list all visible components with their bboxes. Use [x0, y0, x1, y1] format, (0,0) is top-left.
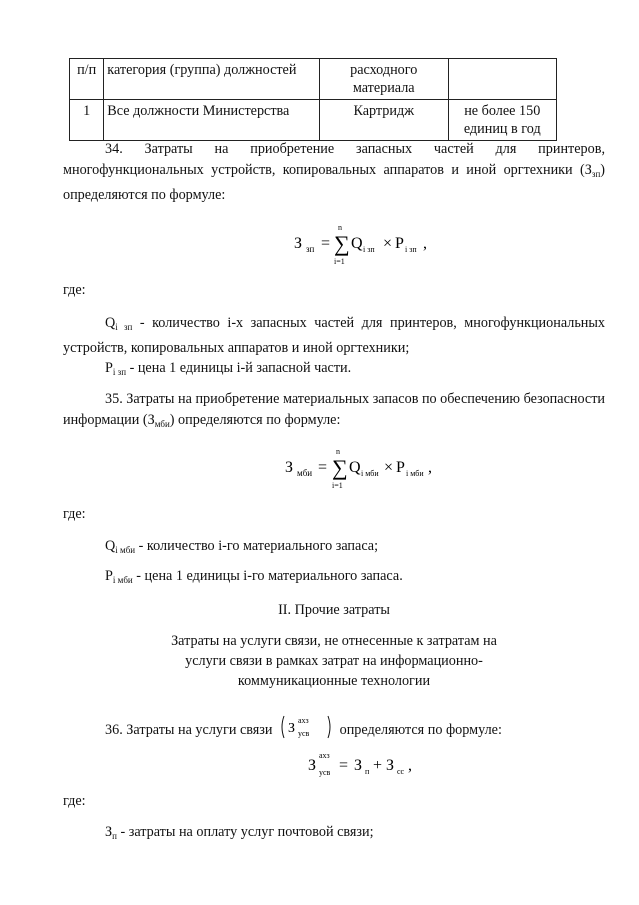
definition-p-mbi: $P_{i мби}$ - цена 1 единицы i-го материального запаса. [105, 568, 403, 585]
section-36-paragraph: 36. Затраты на услуги связи З ахз усв определяются по формуле: [105, 712, 605, 749]
formula-sum-sign: ∑ [332, 455, 348, 480]
formula-sum-top: n [338, 223, 342, 232]
formula-p: P [395, 235, 404, 252]
formula-p-sub: i зп [405, 245, 417, 254]
section-34-paragraph: 34. Затраты на приобретение запасных частей для принтеров, многофункциональных устройств, копировальных аппаратов и иной оргтехники $(З_{зп})$ определяются по формуле: [63, 141, 605, 203]
formula-lhs: З [308, 757, 317, 774]
formula-lhs-sub: усв [319, 768, 331, 777]
formula-lhs-sub: мби [297, 468, 313, 478]
formula-q: Q [349, 459, 361, 476]
formula-eq: = [318, 459, 328, 476]
inline-formula-zusv [278, 712, 334, 749]
left-paren [282, 716, 284, 738]
formula-36 [306, 748, 416, 787]
formula-34-svg [292, 222, 432, 268]
formula-q-sub: i зп [363, 245, 375, 254]
formula-sum-bottom: i=1 [334, 257, 345, 266]
formula-plus: + [373, 757, 383, 774]
formula-36-svg [306, 748, 416, 782]
where-label: где: [63, 282, 86, 298]
formula-term1-sub: п [365, 767, 370, 776]
formula-times: × [383, 235, 393, 252]
table-header-cell: категория (группа) должностей [104, 59, 320, 100]
formula-35 [283, 446, 443, 497]
formula-times: × [384, 459, 394, 476]
formula-q-sub: i мби [361, 469, 379, 478]
inline-sub: усв [298, 729, 310, 738]
formula-term1: З [354, 757, 363, 774]
chapter-heading: II. Прочие затраты [278, 602, 390, 618]
formula-34 [292, 222, 432, 273]
formula-q: Q [351, 235, 363, 252]
right-paren [328, 716, 330, 738]
formula-eq: = [339, 757, 349, 774]
materials-table [69, 58, 557, 141]
formula-sum-sign: ∑ [334, 231, 350, 256]
formula-35-svg [283, 446, 443, 492]
formula-lhs-sup: ахз [319, 751, 330, 760]
table-header-row [70, 59, 557, 100]
chapter-subheading: Затраты на услуги связи, не отнесенные к затратам на услуги связи в рамках затрат на информационно-коммуникационные технологии [171, 633, 497, 689]
where-label: где: [63, 506, 86, 522]
inline-sym: З [288, 721, 296, 736]
inline-formula-svg [278, 712, 334, 742]
table-header-cell: расходного материала [319, 59, 448, 100]
table-cell-num: 1 [70, 100, 104, 141]
formula-term2-sub: сс [397, 767, 405, 776]
where-label: где: [63, 793, 86, 809]
formula-term2: З [386, 757, 395, 774]
table-cell-material: Картридж [319, 100, 448, 141]
formula-lhs: З [294, 235, 303, 252]
table-cell-category: Все должности Министерства [104, 100, 320, 141]
formula-comma: , [423, 235, 427, 252]
definition-q-zp: $Q_{i зп}$ - количество i-х запасных частей для принтеров, многофункциональных устройств, копировальных аппаратов и иной оргтехники; [63, 315, 606, 356]
formula-sum-bottom: i=1 [332, 481, 343, 490]
section-35-paragraph: 35. Затраты на приобретение материальных запасов по обеспечению безопасности информации $(З_{мби})$ определяются по формуле: [63, 391, 605, 429]
formula-p: P [396, 459, 405, 476]
table-cell-limit: не более 150 единиц в год [448, 100, 556, 141]
definition-p-zp: $P_{i зп}$ - цена 1 единицы i-й запасной части. [105, 360, 352, 377]
table-header-cell [448, 59, 556, 100]
table-header-cell: п/п [70, 59, 104, 100]
definition-q-mbi: $Q_{i мби}$ - количество i-го материального запаса; [105, 538, 379, 555]
formula-lhs: З [285, 459, 294, 476]
formula-lhs-sub: зп [306, 244, 315, 254]
formula-comma: , [408, 757, 412, 774]
inline-sup: ахз [298, 716, 309, 725]
definition-z-p: $З_п$ - затраты на оплату услуг почтовой связи; [105, 824, 374, 841]
formula-eq: = [321, 235, 331, 252]
formula-comma: , [428, 459, 432, 476]
formula-sum-top: n [336, 447, 340, 456]
table-row [70, 100, 557, 141]
formula-p-sub: i мби [406, 469, 424, 478]
